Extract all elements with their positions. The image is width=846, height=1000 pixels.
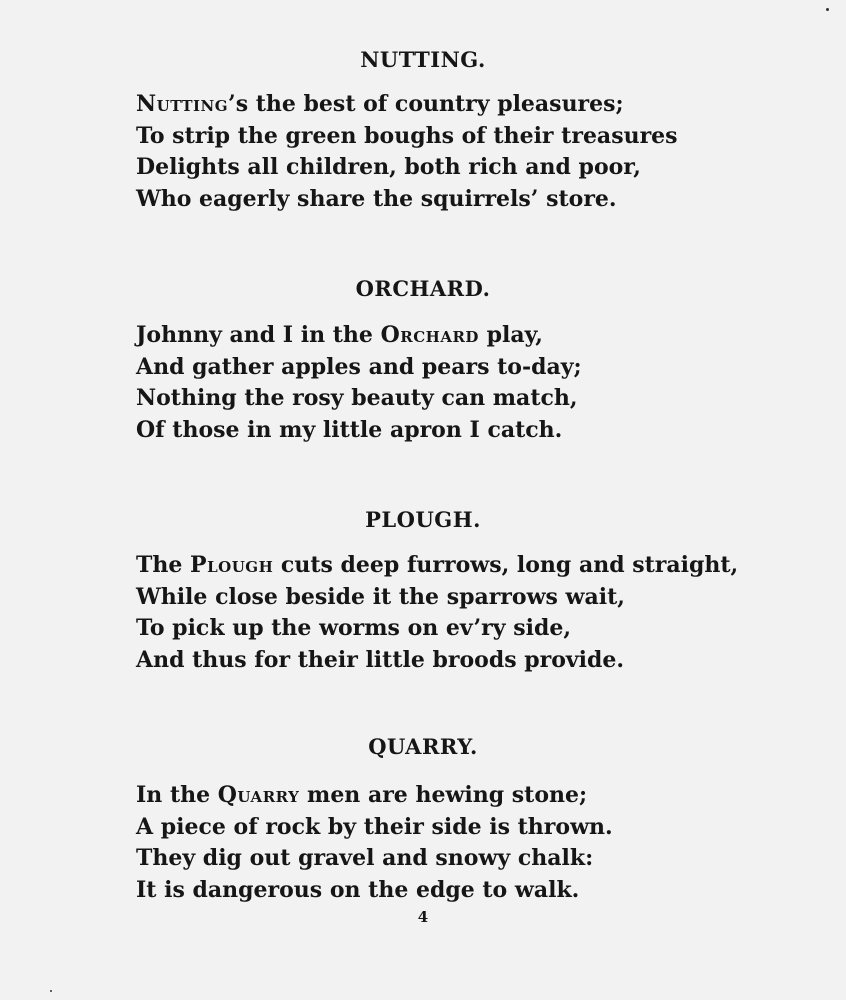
scan-speck [826, 8, 829, 11]
poem-title-quarry: QUARRY. [368, 734, 478, 759]
poem-line: Who eagerly share the squirrels’ store. [136, 185, 617, 212]
poem-body-orchard [136, 320, 776, 446]
poem-body-quarry [136, 780, 776, 906]
poem-line: To pick up the worms on ev’ry side, [136, 615, 571, 641]
poem-keyword: Orchard [380, 322, 479, 348]
poem-line: A piece of rock by their side is thrown. [136, 813, 613, 840]
poem-line: While close beside it the sparrows wait, [136, 583, 625, 610]
poem-title-nutting: NUTTING. [360, 47, 486, 72]
poem-title-orchard: ORCHARD. [355, 276, 491, 301]
page-number: 4 [417, 908, 429, 926]
poem-line: And thus for their little broods provide. [136, 646, 625, 673]
poem-line: It is dangerous on the edge to walk. [136, 876, 580, 903]
poem-line: The Plough cuts deep furrows, long and straight, [136, 552, 739, 578]
poem-line: They dig out gravel and snowy chalk: [136, 845, 594, 871]
poem-keyword: Quarry [217, 782, 300, 808]
poem-keyword: Plough [190, 552, 274, 578]
poem-keyword: Nutting [136, 91, 229, 117]
poem-body-nutting [136, 89, 776, 215]
poem-line: In the Quarry men are hewing stone; [136, 782, 588, 808]
poem-line: Nothing the rosy beauty can match, [136, 385, 578, 411]
poem-line: Delights all children, both rich and poor, [136, 154, 641, 180]
scan-speck [50, 990, 52, 992]
poem-line: To strip the green boughs of their treasures [136, 122, 678, 149]
poem-line: Johnny and I in the Orchard play, [136, 322, 543, 348]
poem-title-plough: PLOUGH. [365, 507, 481, 532]
poem-line: Nutting’s the best of country pleasures; [136, 91, 624, 117]
poem-body-plough [136, 550, 776, 676]
poem-line: Of those in my little apron I catch. [136, 416, 563, 443]
poem-line: And gather apples and pears to-day; [136, 353, 582, 380]
